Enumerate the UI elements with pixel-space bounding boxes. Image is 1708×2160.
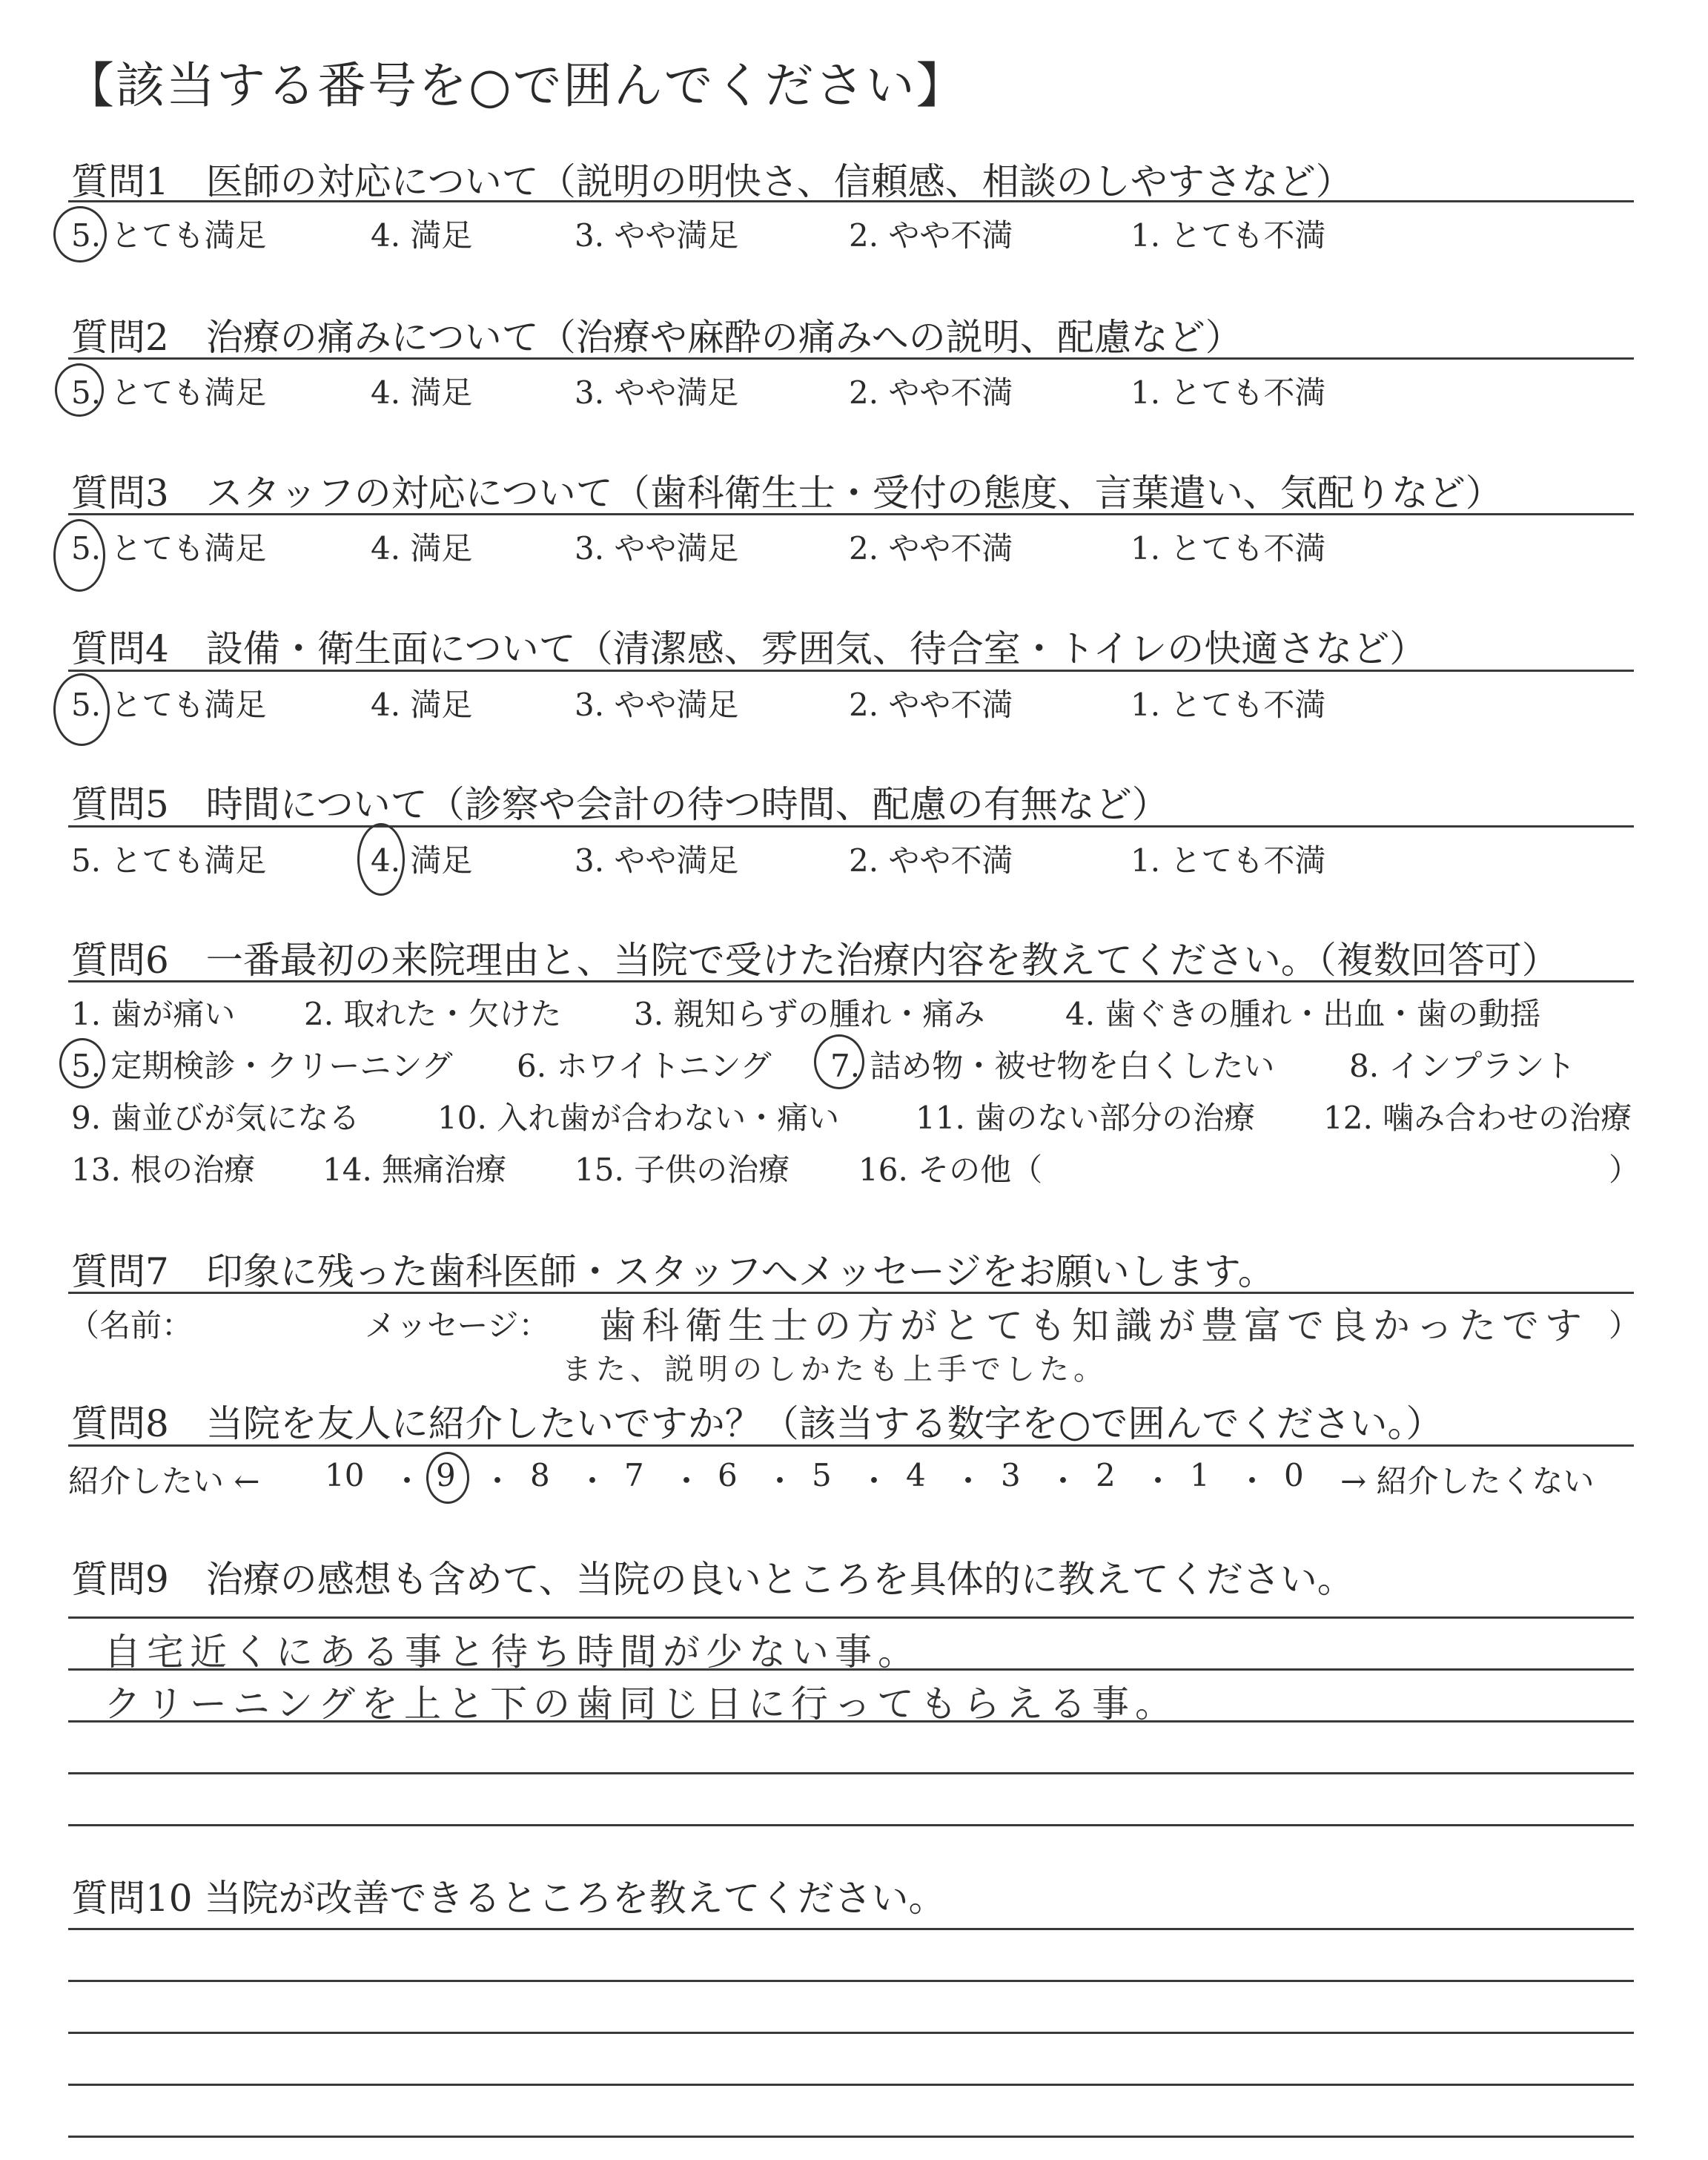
q8-separator: ・ <box>858 1463 890 1499</box>
q5-option-5[interactable]: 5. とても満足 <box>71 842 267 879</box>
q6-option-13[interactable]: 13. 根の治療 <box>71 1152 256 1188</box>
q1-option-5[interactable]: 5. とても満足 <box>71 217 267 254</box>
question-3-title: 質問3 スタッフの対応について（歯科衛生士・受付の態度、言葉遣い、気配りなど） <box>71 472 1503 515</box>
q9-handwritten-answer-line2: クリーニングを上と下の歯同じ日に行ってもらえる事。 <box>104 1682 1178 1725</box>
q8-separator: ・ <box>482 1463 514 1499</box>
q6-option-6[interactable]: 6. ホワイトニング <box>517 1048 772 1084</box>
q7-handwritten-message-line2: また、説明のしかたも上手でした。 <box>562 1353 1108 1387</box>
writing-line <box>68 2084 1634 2086</box>
q7-name-label: （名前： <box>68 1307 193 1344</box>
q8-separator: ・ <box>1237 1463 1268 1499</box>
question-6-title: 質問6 一番最初の来院理由と、当院で受けた治療内容を教えてください。（複数回答可） <box>71 939 1559 982</box>
writing-line <box>68 2136 1634 2138</box>
q5-option-1[interactable]: 1. とても不満 <box>1131 842 1326 879</box>
q6-other-close-paren: ） <box>1609 1152 1641 1188</box>
q3-option-3[interactable]: 3. やや満足 <box>575 530 739 567</box>
question-1-title: 質問1 医師の対応について（説明の明快さ、信頼感、相談のしやすさなど） <box>71 160 1353 203</box>
writing-line <box>68 1772 1634 1774</box>
q8-scale-1[interactable]: 1 <box>1190 1457 1210 1493</box>
writing-line <box>68 2032 1634 2034</box>
selection-circle <box>426 1452 469 1504</box>
q6-option-10[interactable]: 10. 入れ歯が合わない・痛い <box>437 1100 840 1136</box>
divider <box>68 670 1634 672</box>
q8-scale-10[interactable]: 10 <box>325 1457 365 1493</box>
writing-line <box>68 1928 1634 1930</box>
writing-line <box>68 1980 1634 1982</box>
question-8-title: 質問8 当院を友人に紹介したいですか？（該当する数字を○で囲んでください。） <box>71 1402 1443 1445</box>
q6-option-15[interactable]: 15. 子供の治療 <box>575 1152 790 1188</box>
q8-scale-2[interactable]: 2 <box>1096 1457 1116 1493</box>
question-10-title: 質問10 当院が改善できるところを教えてください。 <box>71 1877 946 1920</box>
q6-option-11[interactable]: 11. 歯のない部分の治療 <box>916 1100 1256 1136</box>
divider <box>68 980 1634 982</box>
selection-circle <box>53 673 110 746</box>
q8-separator: ・ <box>671 1463 703 1499</box>
page-title: 【該当する番号を○で囲んでください】 <box>65 57 967 114</box>
q2-option-1[interactable]: 1. とても不満 <box>1131 374 1326 411</box>
q6-option-7[interactable]: 7. 詰め物・被せ物を白くしたい <box>830 1048 1275 1084</box>
divider <box>68 357 1634 360</box>
selection-circle <box>814 1034 864 1089</box>
q3-option-1[interactable]: 1. とても不満 <box>1131 530 1326 567</box>
divider <box>68 1444 1634 1447</box>
q8-separator: ・ <box>953 1463 984 1499</box>
q8-separator: ・ <box>764 1463 796 1499</box>
q8-scale-6[interactable]: 6 <box>718 1457 738 1493</box>
q8-scale-0[interactable]: 0 <box>1284 1457 1304 1493</box>
writing-line <box>68 1616 1634 1619</box>
q8-separator: ・ <box>391 1463 423 1499</box>
q2-option-2[interactable]: 2. やや不満 <box>849 374 1013 411</box>
q5-option-4[interactable]: 4. 満足 <box>371 842 473 879</box>
question-7-title: 質問7 印象に残った歯科医師・スタッフへメッセージをお願いします。 <box>71 1250 1275 1293</box>
q1-option-1[interactable]: 1. とても不満 <box>1131 217 1326 254</box>
selection-circle <box>55 363 104 417</box>
q8-separator: ・ <box>577 1463 609 1499</box>
selection-circle <box>53 206 107 262</box>
question-4-title: 質問4 設備・衛生面について（清潔感、雰囲気、待合室・トイレの快適さなど） <box>71 627 1427 670</box>
selection-circle <box>357 823 405 896</box>
q8-scale-8[interactable]: 8 <box>530 1457 550 1493</box>
q8-scale-7[interactable]: 7 <box>624 1457 644 1493</box>
q6-option-5[interactable]: 5. 定期検診・クリーニング <box>71 1048 453 1084</box>
q8-separator: ・ <box>1142 1463 1174 1499</box>
question-9-title: 質問9 治療の感想も含めて、当院の良いところを具体的に教えてください。 <box>71 1558 1354 1601</box>
q6-option-1[interactable]: 1. 歯が痛い <box>71 996 236 1032</box>
divider <box>68 513 1634 515</box>
divider <box>68 1292 1634 1294</box>
q9-handwritten-answer-line1: 自宅近くにある事と待ち時間が少ない事。 <box>104 1631 921 1674</box>
q8-left-label: 紹介したい ← <box>68 1463 260 1499</box>
q4-option-3[interactable]: 3. やや満足 <box>575 687 739 723</box>
q1-option-3[interactable]: 3. やや満足 <box>575 217 739 254</box>
q1-option-2[interactable]: 2. やや不満 <box>849 217 1013 254</box>
q8-right-label: → 紹介したくない <box>1340 1463 1595 1499</box>
q3-option-2[interactable]: 2. やや不満 <box>849 530 1013 567</box>
q5-option-2[interactable]: 2. やや不満 <box>849 842 1013 879</box>
q6-option-3[interactable]: 3. 親知らずの腫れ・痛み <box>634 996 985 1032</box>
q6-option-12[interactable]: 12. 噛み合わせの治療 <box>1323 1100 1632 1136</box>
q4-option-2[interactable]: 2. やや不満 <box>849 687 1013 723</box>
q1-option-4[interactable]: 4. 満足 <box>371 217 473 254</box>
divider <box>68 200 1634 202</box>
q6-option-14[interactable]: 14. 無痛治療 <box>322 1152 507 1188</box>
selection-circle <box>59 1038 105 1089</box>
q4-option-1[interactable]: 1. とても不満 <box>1131 687 1326 723</box>
q8-scale-4[interactable]: 4 <box>906 1457 926 1493</box>
q4-option-5[interactable]: 5. とても満足 <box>71 687 267 723</box>
q6-option-9[interactable]: 9. 歯並びが気になる <box>71 1100 360 1136</box>
selection-circle <box>53 519 105 592</box>
q3-option-4[interactable]: 4. 満足 <box>371 530 473 567</box>
q8-scale-5[interactable]: 5 <box>812 1457 832 1493</box>
q2-option-3[interactable]: 3. やや満足 <box>575 374 739 411</box>
divider <box>68 825 1634 828</box>
q7-handwritten-message-line1: 歯科衛生士の方がとても知識が豊富で良かったです <box>599 1304 1588 1347</box>
q6-option-16[interactable]: 16. その他（ <box>858 1152 1043 1188</box>
q6-option-4[interactable]: 4. 歯ぐきの腫れ・出血・歯の動揺 <box>1065 996 1541 1032</box>
writing-line <box>68 1824 1634 1826</box>
q8-separator: ・ <box>1047 1463 1079 1499</box>
q3-option-5[interactable]: 5. とても満足 <box>71 530 267 567</box>
question-5-title: 質問5 時間について（診察や会計の待つ時間、配慮の有無など） <box>71 783 1169 826</box>
q8-scale-9[interactable]: 9 <box>436 1457 456 1493</box>
q7-message-label: メッセージ： <box>365 1307 550 1344</box>
q6-option-2[interactable]: 2. 取れた・欠けた <box>304 996 562 1032</box>
q2-option-5[interactable]: 5. とても満足 <box>71 374 267 411</box>
q7-close-paren: ） <box>1609 1307 1641 1344</box>
question-2-title: 質問2 治療の痛みについて（治療や麻酔の痛みへの説明、配慮など） <box>71 316 1242 359</box>
q6-option-8[interactable]: 8. インプラント <box>1349 1048 1576 1084</box>
q2-option-4[interactable]: 4. 満足 <box>371 374 473 411</box>
q5-option-3[interactable]: 3. やや満足 <box>575 842 739 879</box>
q4-option-4[interactable]: 4. 満足 <box>371 687 473 723</box>
q8-scale-3[interactable]: 3 <box>1001 1457 1021 1493</box>
